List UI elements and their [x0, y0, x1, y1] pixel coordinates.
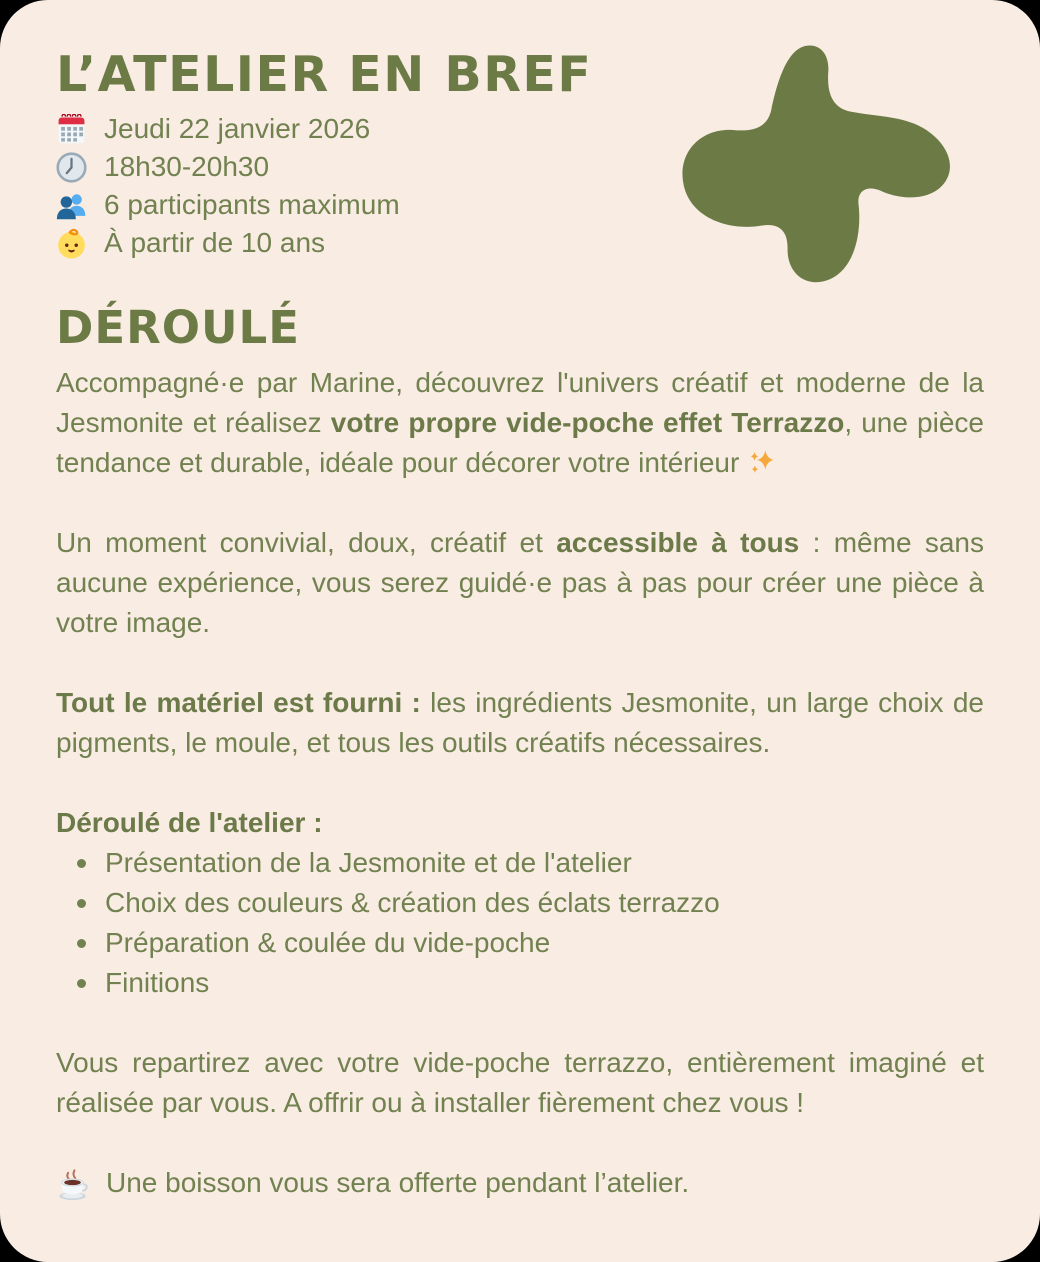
info-item-age: [56, 224, 984, 262]
list-item: Préparation & coulée du vide-poche: [105, 923, 984, 963]
info-item-participants: [56, 186, 984, 224]
highlight-text: accessible à tous: [556, 527, 800, 558]
baby-icon: [56, 228, 87, 259]
accessibility-paragraph: [56, 523, 984, 643]
list-item: Finitions: [105, 963, 984, 1003]
clock-icon: [56, 152, 87, 183]
list-item: Choix des couleurs & création des éclats terrazzo: [105, 883, 984, 923]
intro-paragraph: [56, 363, 984, 483]
schedule-list: [56, 843, 984, 1003]
info-list: [56, 110, 984, 262]
coffee-icon: [56, 1166, 91, 1201]
paragraph-text: Un moment convivial, doux, créatif et: [56, 527, 557, 558]
info-item-date: [56, 110, 984, 148]
highlight-text: Tout le matériel est fourni :: [56, 687, 421, 718]
section-heading-deroule: DÉROULÉ: [56, 301, 300, 354]
info-item-time: [56, 148, 984, 186]
people-icon: [56, 190, 87, 221]
highlight-text: votre propre vide-poche effet Terrazzo: [330, 407, 845, 438]
takeaway-paragraph: Vous repartirez avec votre vide-poche terrazzo, entièrement imaginé et réalisée par vous. A offrir ou à installer fièrement chez vous !: [56, 1047, 984, 1118]
material-paragraph: [56, 683, 984, 763]
calendar-icon: [56, 114, 87, 145]
info-item-label: À partir de 10 ans: [104, 227, 326, 258]
page-title: L’ATELIER EN BREF: [56, 46, 593, 103]
info-item-label: 6 participants maximum: [104, 189, 400, 220]
drink-note-text: Une boisson vous sera offerte pendant l’atelier.: [106, 1167, 690, 1198]
schedule-title: Déroulé de l'atelier :: [56, 807, 323, 838]
sparkles-icon: [747, 447, 777, 477]
info-item-label: 18h30-20h30: [104, 151, 270, 182]
paragraph-text: Accompagné·e par Marine, découvrez l'univers créatif et moderne de la Jesmonite et réalisez: [56, 367, 984, 438]
schedule-section: [56, 803, 984, 1003]
drink-note: [56, 1163, 984, 1203]
info-item-label: Jeudi 22 janvier 2026: [104, 113, 371, 144]
list-item: Présentation de la Jesmonite et de l'atelier: [105, 843, 984, 883]
paragraph-text: les ingrédients Jesmonite, un large choix de pigments, le moule, et tous les outils créatifs nécessaires.: [56, 687, 984, 758]
paragraph-text: , une pièce tendance et durable, idéale pour décorer votre intérieur: [56, 407, 984, 478]
paragraph-text: : même sans aucune expérience, vous serez guidé·e pas à pas pour créer une pièce à votre image.: [56, 527, 984, 638]
